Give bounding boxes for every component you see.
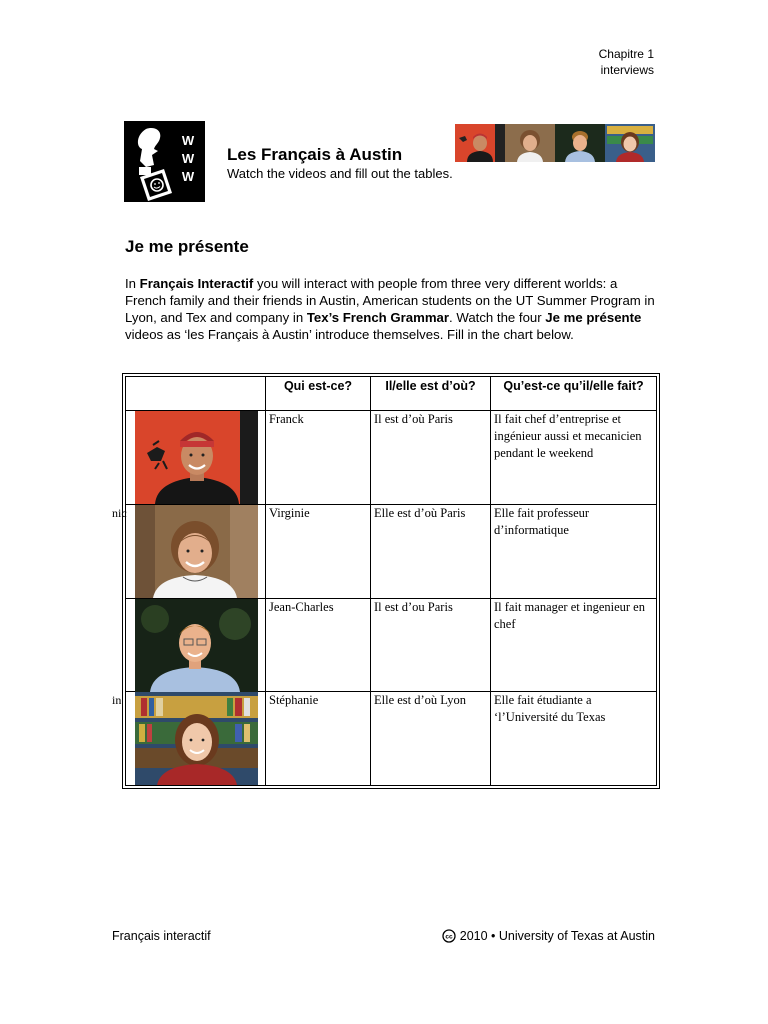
svg-text:W: W bbox=[181, 133, 195, 148]
name-cell: Stéphanie bbox=[266, 692, 371, 786]
footer-course-name: Français interactif bbox=[112, 929, 211, 943]
jean-charles-photo bbox=[135, 599, 258, 692]
header-job: Qu’est-ce qu’il/elle fait? bbox=[491, 377, 657, 411]
creative-commons-icon bbox=[442, 929, 456, 943]
svg-text:cc: cc bbox=[445, 933, 453, 941]
table-row bbox=[126, 598, 657, 692]
from-cell: Elle est d’où Paris bbox=[371, 504, 491, 598]
header-who: Qui est-ce? bbox=[266, 377, 371, 411]
from-cell: Elle est d’où Lyon bbox=[371, 692, 491, 786]
intro-bold-grammar: Tex’s French Grammar bbox=[306, 310, 450, 325]
from-cell: Il est d’où Paris bbox=[371, 411, 491, 505]
jean-charles-thumbnail bbox=[555, 124, 605, 162]
banner-title: Les Français à Austin bbox=[227, 145, 403, 164]
intro-text: In bbox=[125, 276, 140, 291]
header-from: Il/elle est d’où? bbox=[371, 377, 491, 411]
intro-bold-videos: Je me présente bbox=[545, 310, 642, 325]
stray-text: in bbox=[112, 693, 122, 708]
table-row bbox=[126, 504, 657, 598]
svg-text:W: W bbox=[181, 151, 195, 166]
chapter-label bbox=[599, 46, 654, 78]
table-row bbox=[126, 692, 657, 786]
job-cell: Il fait chef d’entreprise et ingénieur aussi et mecanicien pendant le weekend bbox=[491, 411, 657, 505]
table-row bbox=[126, 411, 657, 505]
intro-text: videos as ‘les Français à Austin’ introduce themselves. Fill in the chart below. bbox=[125, 327, 574, 342]
footer-copyright bbox=[442, 929, 655, 943]
intro-text: . Watch the four bbox=[449, 310, 546, 325]
presentation-table bbox=[112, 376, 657, 786]
name-cell: Jean-Charles bbox=[266, 598, 371, 692]
chapter-number: Chapitre 1 bbox=[598, 47, 654, 61]
chapter-section: interviews bbox=[600, 63, 654, 77]
photo-cell bbox=[112, 692, 266, 786]
svg-text:W: W bbox=[181, 169, 195, 184]
job-cell: Elle fait étudiante a ‘l’Université du Texas bbox=[491, 692, 657, 786]
franck-photo bbox=[135, 411, 258, 504]
name-cell: Virginie bbox=[266, 504, 371, 598]
name-cell: Franck bbox=[266, 411, 371, 505]
intro-bold-title: Français Interactif bbox=[139, 276, 254, 291]
intro-paragraph bbox=[125, 275, 660, 343]
banner-subtitle: Watch the videos and fill out the tables. bbox=[227, 166, 453, 181]
www-logo-icon bbox=[124, 121, 205, 202]
job-cell: Il fait manager et ingenieur en chef bbox=[491, 598, 657, 692]
photo-cell bbox=[126, 411, 266, 505]
presentation-table-frame bbox=[112, 373, 660, 789]
header-photo bbox=[126, 377, 266, 411]
job-cell: Elle fait professeur d’informatique bbox=[491, 504, 657, 598]
section-title: Je me présente bbox=[125, 237, 249, 256]
stray-text: nic bbox=[112, 505, 127, 520]
from-cell: Il est d’ou Paris bbox=[371, 598, 491, 692]
copyright-text: 2010 • University of Texas at Austin bbox=[459, 929, 655, 943]
virginie-thumbnail bbox=[505, 124, 555, 162]
virginie-photo bbox=[135, 505, 258, 598]
franck-thumbnail bbox=[455, 124, 505, 162]
table-header-row bbox=[126, 377, 657, 411]
photo-cell bbox=[112, 504, 266, 598]
intro-text: you will interact with people from three very different worlds: a French family and their friends in Austin, American students on the UT Summer Program in Lyon, and Tex and company in bbox=[125, 276, 655, 325]
photo-strip bbox=[455, 124, 655, 162]
stephanie-photo bbox=[135, 692, 258, 785]
photo-cell bbox=[126, 598, 266, 692]
stephanie-thumbnail bbox=[605, 124, 655, 162]
